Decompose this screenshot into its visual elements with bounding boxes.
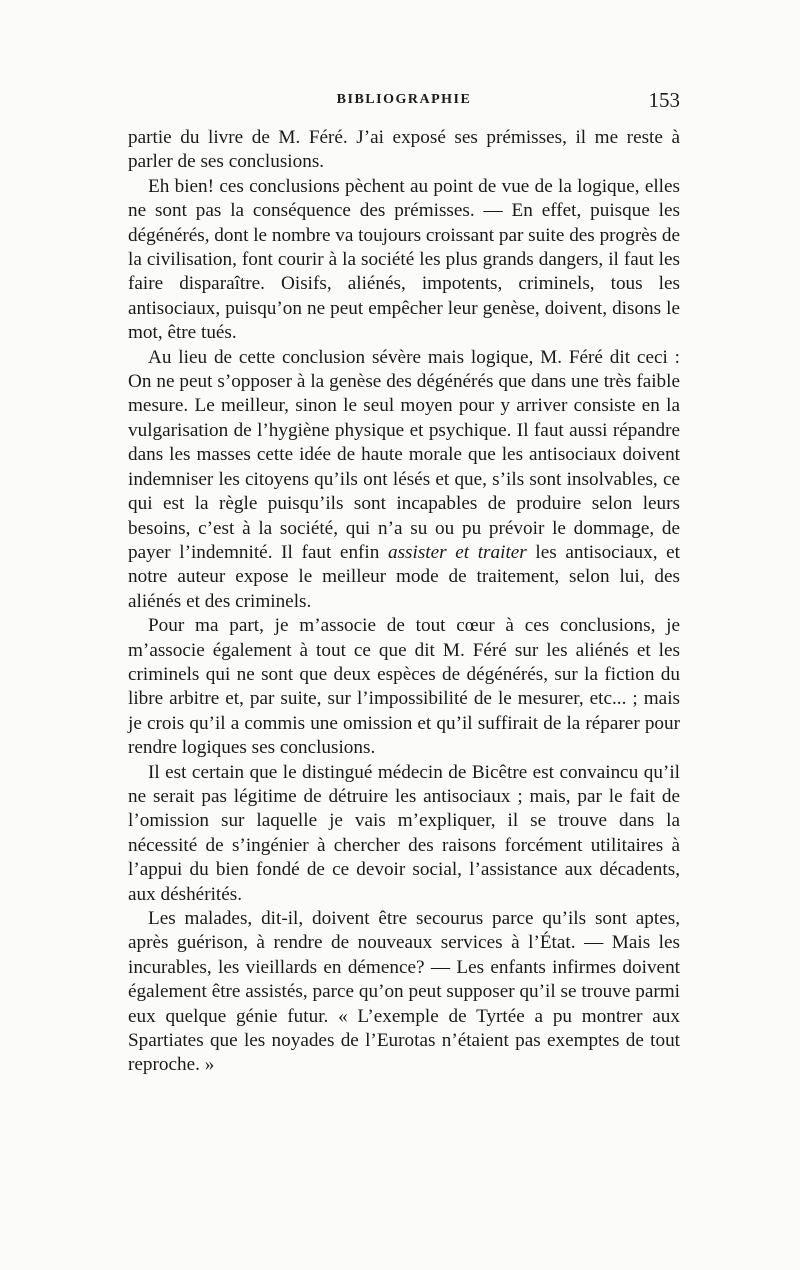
paragraph-3-text-after: les antisociaux, et notre auteur expose le meilleur mode de traitement, selon lui, des aliénés et des criminels. [128,541,680,612]
running-title: BIBLIOGRAPHIE [336,92,472,107]
paragraph-2: Eh bien! ces conclusions pèchent au point de vue de la logique, elles ne sont pas la conséquence des prémisses. — En effet, puisque les dégénérés, dont le nombre va toujours croissant par suite des progrès de la civilisation, font courir à la société les plus grands dangers, il faut les faire disparaître. Oisifs, aliénés, impotents, criminels, tous les antisociaux, puisqu’on ne peut empêcher leur genèse, doivent, disons le mot, être tués. [128,175,681,344]
running-head [128,88,680,116]
paragraph-3 [128,346,680,614]
paragraph-5: Il est certain que le distingué médecin de Bicêtre est convaincu qu’il ne serait pas légitime de détruire les antisociaux ; mais, par le fait de l’omission sur laquelle je vais m’expliquer, il se trouve dans la nécessité de s’ingénier à chercher des raisons forcément utilitaires à l’appui du bien fondé de ce devoir social, l’assistance aux décadents, aux déshérités. [128,761,680,905]
paragraph-6: Les malades, dit-il, doivent être secourus parce qu’ils sont aptes, après guérison, à rendre de nouveaux services à l’État. — Mais les incurables, les vieillards en démence? — Les enfants infirmes doivent également être assistés, parce qu’on peut supposer qu’il se trouve parmi eux quelque génie futur. « L’exemple de Tyrtée a pu montrer aux Spartiates que les noyades de l’Eurotas n’étaient pas exemptes de tout reproche. » [128,908,680,1076]
page-number: 153 [648,88,680,112]
paragraph-3-text-before: Au lieu de cette conclusion sévère mais logique, M. Féré dit ceci : On ne peut s’opposer à la genèse des dégénérés que dans une très faible mesure. Le meilleur, sinon le seul moyen pour y arriver consiste en la vulgarisation de l’hygiène physique et psychique. Il faut aussi répandre dans les masses cette idée de haute morale que les antisociaux doivent indemniser les citoyens qu’ils ont lésés et que, s’ils sont insolvables, ce qui est la règle puisqu’ils sont incapables de produire selon leurs besoins, c’est à la société, qui n’a su ou pu prévoir le dommage, de payer l’indemnité. Il faut enfin [128,346,680,563]
body-text [128,126,680,1078]
paragraph-4: Pour ma part, je m’associe de tout cœur à ces conclusions, je m’associe également à tout ce que dit M. Féré sur les aliénés et les criminels qui ne sont que deux espèces de dégénérés, sur la fiction du libre arbitre et, par suite, sur l’impossibilité de le mesurer, etc... ; mais je crois qu’il a commis une omission et qu’il suffirait de la réparer pour rendre logiques ses conclusions. [128,615,680,759]
paragraph-3-emphasis: assister et traiter [387,541,527,563]
paragraph-1: partie du livre de M. Féré. J’ai exposé ses prémisses, il me reste à parler de ses conclusions. [128,127,680,173]
